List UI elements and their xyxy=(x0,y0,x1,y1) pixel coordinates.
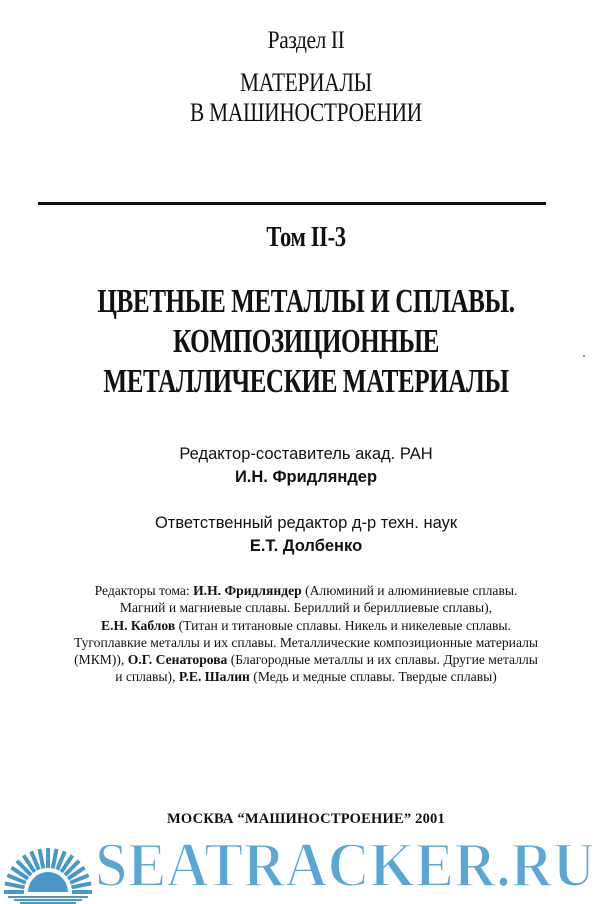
volume-editors-line1: Редакторы тома: И.Н. Фридляндер (Алюминий и алюминиевые сплавы. xyxy=(94,583,518,598)
volume-editors-line2: Магний и магниевые сплавы. Бериллий и бериллиевые сплавы), xyxy=(119,600,493,616)
scan-speck xyxy=(583,355,585,357)
volume-editors-line4: Тугоплавкие металлы и их сплавы. Металлические композиционные материалы xyxy=(73,634,539,650)
volume-editors-line6: и сплавы), Р.Е. Шалин (Медь и медные сплавы. Твердые сплавы) xyxy=(115,669,497,685)
sun-disc xyxy=(28,872,68,892)
volume-title-line1: ЦВЕТНЫЕ МЕТАЛЛЫ И СПЛАВЫ. xyxy=(97,283,515,320)
compiler-name: И.Н. Фридляндер xyxy=(234,468,378,486)
watermark xyxy=(0,826,612,904)
publisher-imprint: МОСКВА “МАШИНОСТРОЕНИЕ” 2001 xyxy=(167,811,445,827)
editor-name-1: И.Н. Фридляндер xyxy=(193,583,302,598)
compiler-label: Редактор-составитель акад. РАН xyxy=(179,445,433,463)
editor-name-2: Е.Н. Каблов xyxy=(101,617,176,633)
sun-ray xyxy=(53,849,57,869)
sea-wave xyxy=(8,896,88,898)
sun-ray xyxy=(39,849,43,869)
watermark-text: SEATRACKER.RU xyxy=(95,829,595,900)
editor-name-4: Р.Е. Шалин xyxy=(178,669,250,685)
section-title-line1: МАТЕРИАЛЫ xyxy=(239,68,373,97)
sea-wave xyxy=(14,899,82,901)
horizontal-divider xyxy=(38,202,546,205)
volume-label: Том II-3 xyxy=(266,221,346,253)
sun-ray xyxy=(5,883,25,887)
volume-editors-block xyxy=(30,582,582,686)
volume-title-line3: МЕТАЛЛИЧЕСКИЕ МАТЕРИАЛЫ xyxy=(103,363,509,400)
volume-editors-line3: Е.Н. Каблов (Титан и титановые сплавы. Никель и никелевые сплавы. xyxy=(101,617,511,633)
section-title xyxy=(55,68,557,128)
editor-name-3: О.Г. Сенаторова xyxy=(127,652,228,668)
volume-editors-line5: (МКМ)), О.Г. Сенаторова (Благородные металлы и их сплавы. Другие металлы xyxy=(74,652,538,668)
section-title-line2: В МАШИНОСТРОЕНИИ xyxy=(190,98,422,127)
volume-title-line2: КОМПОЗИЦИОННЫЕ xyxy=(172,323,440,360)
volume-title xyxy=(80,282,533,402)
responsible-editor-name: Е.Т. Долбенко xyxy=(249,537,363,555)
section-label: Раздел II xyxy=(267,27,345,54)
responsible-editor-label: Ответственный редактор д-р техн. наук xyxy=(154,514,458,532)
sun-logo-icon xyxy=(4,848,92,904)
sun-ray xyxy=(72,883,92,887)
